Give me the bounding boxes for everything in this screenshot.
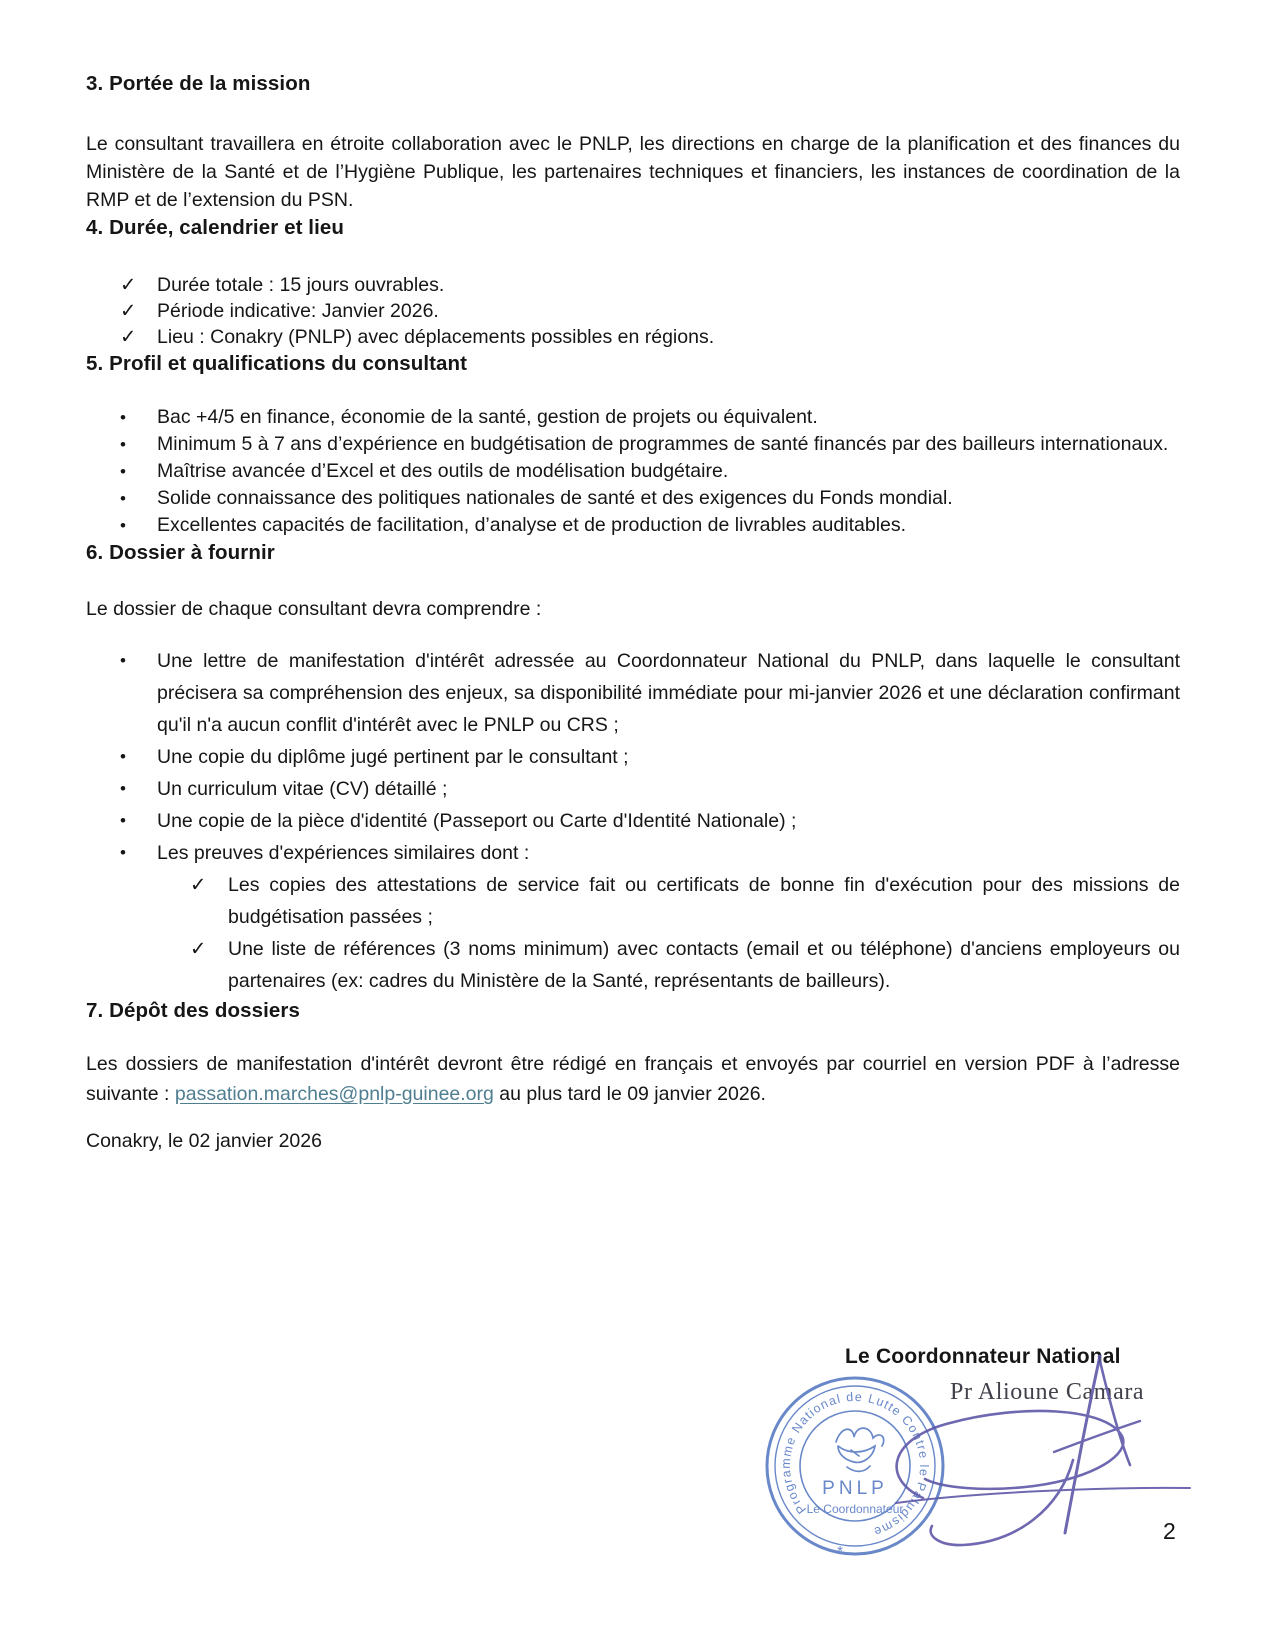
section-6-intro: Le dossier de chaque consultant devra comprendre : (86, 598, 542, 620)
list-item-text: Les preuves d'expériences similaires dont : (157, 842, 530, 864)
list-item-text: Lieu : Conakry (PNLP) avec déplacements possibles en régions. (157, 326, 715, 348)
profile-bullet-list (86, 404, 1180, 539)
list-item (86, 324, 1180, 350)
bullet-icon: • (120, 779, 126, 798)
signature-scribble (868, 1340, 1198, 1555)
stamp-star: * (837, 1543, 843, 1558)
date-line: Conakry, le 02 janvier 2026 (86, 1130, 322, 1152)
list-item (86, 272, 1180, 298)
list-item-text: Minimum 5 à 7 ans d’expérience en budgétisation de programmes de santé financés par des bailleurs internationaux. (157, 433, 1169, 455)
bullet-icon: • (120, 435, 126, 454)
sub-list-item-text: Les copies des attestations de service fait ou certificats de bonne fin d'exécution pour des missions de budgétisation passées ; (228, 874, 1180, 928)
section-3-title: 3. Portée de la mission (86, 72, 311, 95)
list-item (86, 458, 1180, 485)
list-item-text: Durée totale : 15 jours ouvrables. (157, 274, 445, 296)
list-item-text: Période indicative: Janvier 2026. (157, 300, 439, 322)
section-7-text-before-link: Les dossiers de manifestation d'intérêt devront être rédigé en français et envoyés par courriel en version PDF à l’adresse suivante : (86, 1053, 1180, 1105)
list-item (86, 805, 1180, 837)
list-item-text: Une copie de la pièce d'identité (Passeport ou Carte d'Identité Nationale) ; (157, 810, 797, 832)
section-5-title: 5. Profil et qualifications du consultant (86, 352, 468, 375)
list-item-text: Un curriculum vitae (CV) détaillé ; (157, 778, 448, 800)
list-item-text: Maîtrise avancée d’Excel et des outils de modélisation budgétaire. (157, 460, 729, 482)
section-7-title: 7. Dépôt des dossiers (86, 999, 301, 1022)
section-7-paragraph (86, 1049, 1180, 1109)
list-item (86, 512, 1180, 539)
sub-list-item-text: Une liste de références (3 noms minimum) avec contacts (email et ou téléphone) d'anciens employeurs ou partenaires (ex: cadres du Ministère de la Santé, représentants de bailleurs). (228, 938, 1180, 992)
section-7-text-after-link: au plus tard le 09 janvier 2026. (493, 1083, 766, 1105)
section-4-title: 4. Durée, calendrier et lieu (86, 216, 345, 239)
list-item (86, 298, 1180, 324)
check-icon: ✓ (120, 326, 137, 348)
section-3-paragraph: Le consultant travaillera en étroite collaboration avec le PNLP, les directions en charge de la planification et des finances du Ministère de la Santé et de l’Hygiène Publique, les partenaires techniques et financiers, les instances de coordination de la RMP et de l’extension du PSN. (86, 133, 1180, 211)
email-link[interactable]: passation.marches@pnlp-guinee.org (174, 1083, 494, 1105)
bullet-icon: • (120, 489, 126, 508)
check-icon: ✓ (190, 874, 207, 896)
bullet-icon: • (120, 811, 126, 830)
list-item-text: Bac +4/5 en finance, économie de la santé, gestion de projets ou équivalent. (157, 406, 818, 428)
signature-title: Le Coordonnateur National (845, 1345, 1121, 1368)
sub-list-item (86, 869, 1180, 933)
list-item-text: Excellentes capacités de facilitation, d’analyse et de production de livrables auditables. (157, 514, 907, 536)
page-number: 2 (1163, 1518, 1176, 1544)
list-item-text: Une lettre de manifestation d'intérêt adressée au Coordonnateur National du PNLP, dans laquelle le consultant précisera sa compréhension des enjeux, sa disponibilité immédiate pour mi-janvier 2026 et une déclaration confirmant qu'il n'a aucun conflit d'intérêt avec le PNLP ou CRS ; (157, 650, 1180, 736)
dossier-bullet-list (86, 645, 1180, 997)
list-item (86, 645, 1180, 741)
list-item (86, 741, 1180, 773)
list-item (86, 404, 1180, 431)
bullet-icon: • (120, 462, 126, 481)
list-item (86, 431, 1180, 458)
list-item (86, 773, 1180, 805)
bullet-icon: • (120, 408, 126, 427)
duration-check-list (86, 272, 1180, 350)
bullet-icon: • (120, 516, 126, 535)
check-icon: ✓ (120, 300, 137, 322)
list-item-text: Une copie du diplôme jugé pertinent par le consultant ; (157, 746, 629, 768)
list-item (86, 485, 1180, 512)
stamp-role: Le Coordonnateur (806, 1502, 904, 1516)
list-item (86, 837, 1180, 869)
bullet-icon: • (120, 747, 126, 766)
bullet-icon: • (120, 843, 126, 862)
list-item-text: Solide connaissance des politiques nationales de santé et des exigences du Fonds mondial. (157, 487, 953, 509)
check-icon: ✓ (120, 274, 137, 296)
bullet-icon: • (120, 651, 126, 670)
signatory-name: Pr Alioune Camara (950, 1379, 1145, 1405)
stamp-ring-text: Programme National de Lutte Contre le Paludisme (778, 1389, 932, 1540)
section-6-title: 6. Dossier à fournir (86, 541, 275, 564)
sub-list-item (86, 933, 1180, 997)
stamp-acronym: PNLP (822, 1478, 888, 1499)
check-icon: ✓ (190, 938, 207, 960)
